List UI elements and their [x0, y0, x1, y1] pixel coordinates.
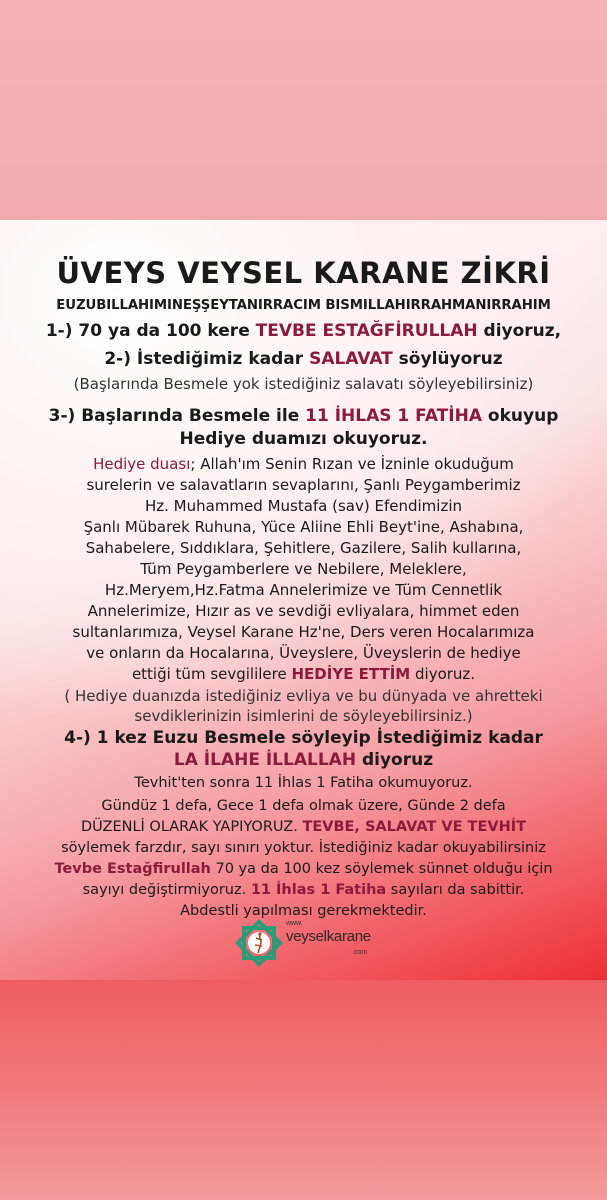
prayer-line: ve onların da Hocalarına, Üveyslere, Üveyslerin de hediye	[86, 644, 521, 662]
step-4-highlight: LA İLAHE İLLALLAH	[173, 750, 357, 770]
logo-name: veyselkarane	[286, 928, 371, 945]
note-line: Tevhit'ten sonra 11 İhlas 1 Fatiha okumuyoruz.	[134, 775, 473, 791]
prayer-label: Hediye duası	[93, 455, 191, 473]
step-2-note: (Başlarında Besmele yok istediğiniz salavatı söyleyebilirsiniz)	[73, 375, 534, 393]
step-2-highlight: SALAVAT	[309, 349, 393, 369]
prayer-last-line: ettiği tüm sevgililere HEDİYE ETTİM diyoruz.	[131, 665, 476, 683]
step-1-highlight: TEVBE ESTAĞFİRULLAH	[255, 321, 478, 341]
content-card	[0, 220, 607, 980]
prayer-note-line: sevdiklerinizin isimlerini de söyleyebilirsiniz.)	[134, 707, 473, 725]
prayer-highlight: HEDİYE ETTİM	[291, 665, 411, 683]
prayer-line-1: Hediye duası; Allah'ım Senin Rızan ve İzninle okuduğum	[93, 455, 514, 473]
note-line: Abdestli yapılması gerekmektedir.	[180, 903, 427, 919]
step-2: 2-) İstediğimiz kadar SALAVAT söylüyoruz	[104, 349, 503, 369]
note-highlight: TEVBE, SALAVAT VE TEVHİT	[302, 819, 526, 835]
step-1: 1-) 70 ya da 100 kere TEVBE ESTAĞFİRULLAH diyoruz,	[45, 321, 562, 341]
prayer-line: surelerin ve salavatların sevaplarını, Şanlı Peygamberimiz	[86, 476, 521, 494]
note-line: Tevbe Estağfirullah 70 ya da 100 kez söylemek sünnet olduğu için	[54, 861, 553, 877]
step-3-highlight: 11 İHLAS 1 FATİHA	[305, 406, 482, 426]
prayer-line: Tüm Peygamberlere ve Nebilere, Meleklere,	[140, 560, 467, 578]
prayer-line: Şanlı Mübarek Ruhuna, Yüce Aliine Ehli Beyt'ine, Ashabına,	[83, 518, 524, 536]
step-3: 3-) Başlarında Besmele ile 11 İHLAS 1 FATİHA okuyup	[48, 406, 559, 426]
prayer-note-line: ( Hediye duanızda istediğiniz evliya ve bu dünyada ve ahretteki	[64, 687, 543, 705]
prayer-line: sultanlarımıza, Veysel Karane Hz'ne, Ders veren Hocalarımıza	[72, 623, 535, 641]
prayer-line: Hz.Meryem,Hz.Fatma Annelerimize ve Tüm Cennetlik	[104, 581, 503, 599]
opening-invocation: EUZUBILLAHIMINEŞŞEYTANIRRACIM BISMILLAHIRRAHMANIRRAHIM	[56, 298, 551, 313]
prayer-line: Annelerimize, Hızır as ve sevdiği evliyalara, himmet eden	[87, 602, 520, 620]
note-line: sayıyı değiştirmiyoruz. 11 İhlas 1 Fatiha sayıları da sabittir.	[82, 882, 525, 898]
note-line: Gündüz 1 defa, Gece 1 defa olmak üzere, Günde 2 defa	[101, 798, 506, 814]
bottom-background-band	[0, 980, 607, 1200]
note-line: DÜZENLİ OLARAK YAPIYORUZ. TEVBE, SALAVAT VE TEVHİT	[81, 819, 526, 835]
star-emblem-icon	[234, 918, 284, 968]
step-4: 4-) 1 kez Euzu Besmele söyleyip İstediğimiz kadar	[64, 728, 543, 748]
note-highlight: 11 İhlas 1 Fatiha	[250, 882, 387, 898]
note-highlight: Tevbe Estağfirullah	[54, 861, 211, 877]
note-line: söylemek farzdır, sayı sınırı yoktur. İstediğiniz kadar okuyabilirsiniz	[61, 840, 546, 856]
prayer-line: Hz. Muhammed Mustafa (sav) Efendimizin	[144, 497, 463, 515]
top-background-band	[0, 0, 607, 220]
prayer-line: Sahabelere, Sıddıklara, Şehitlere, Gazilere, Salih kullarına,	[85, 539, 522, 557]
step-4-line-2: LA İLAHE İLLALLAH diyoruz	[173, 750, 434, 770]
page-title: ÜVEYS VEYSEL KARANE ZİKRİ	[56, 256, 551, 290]
step-3-line-2: Hediye duamızı okuyoruz.	[179, 429, 428, 449]
logo-tld: .com	[352, 949, 368, 956]
site-logo	[234, 918, 374, 968]
logo-www: www.	[286, 920, 303, 927]
